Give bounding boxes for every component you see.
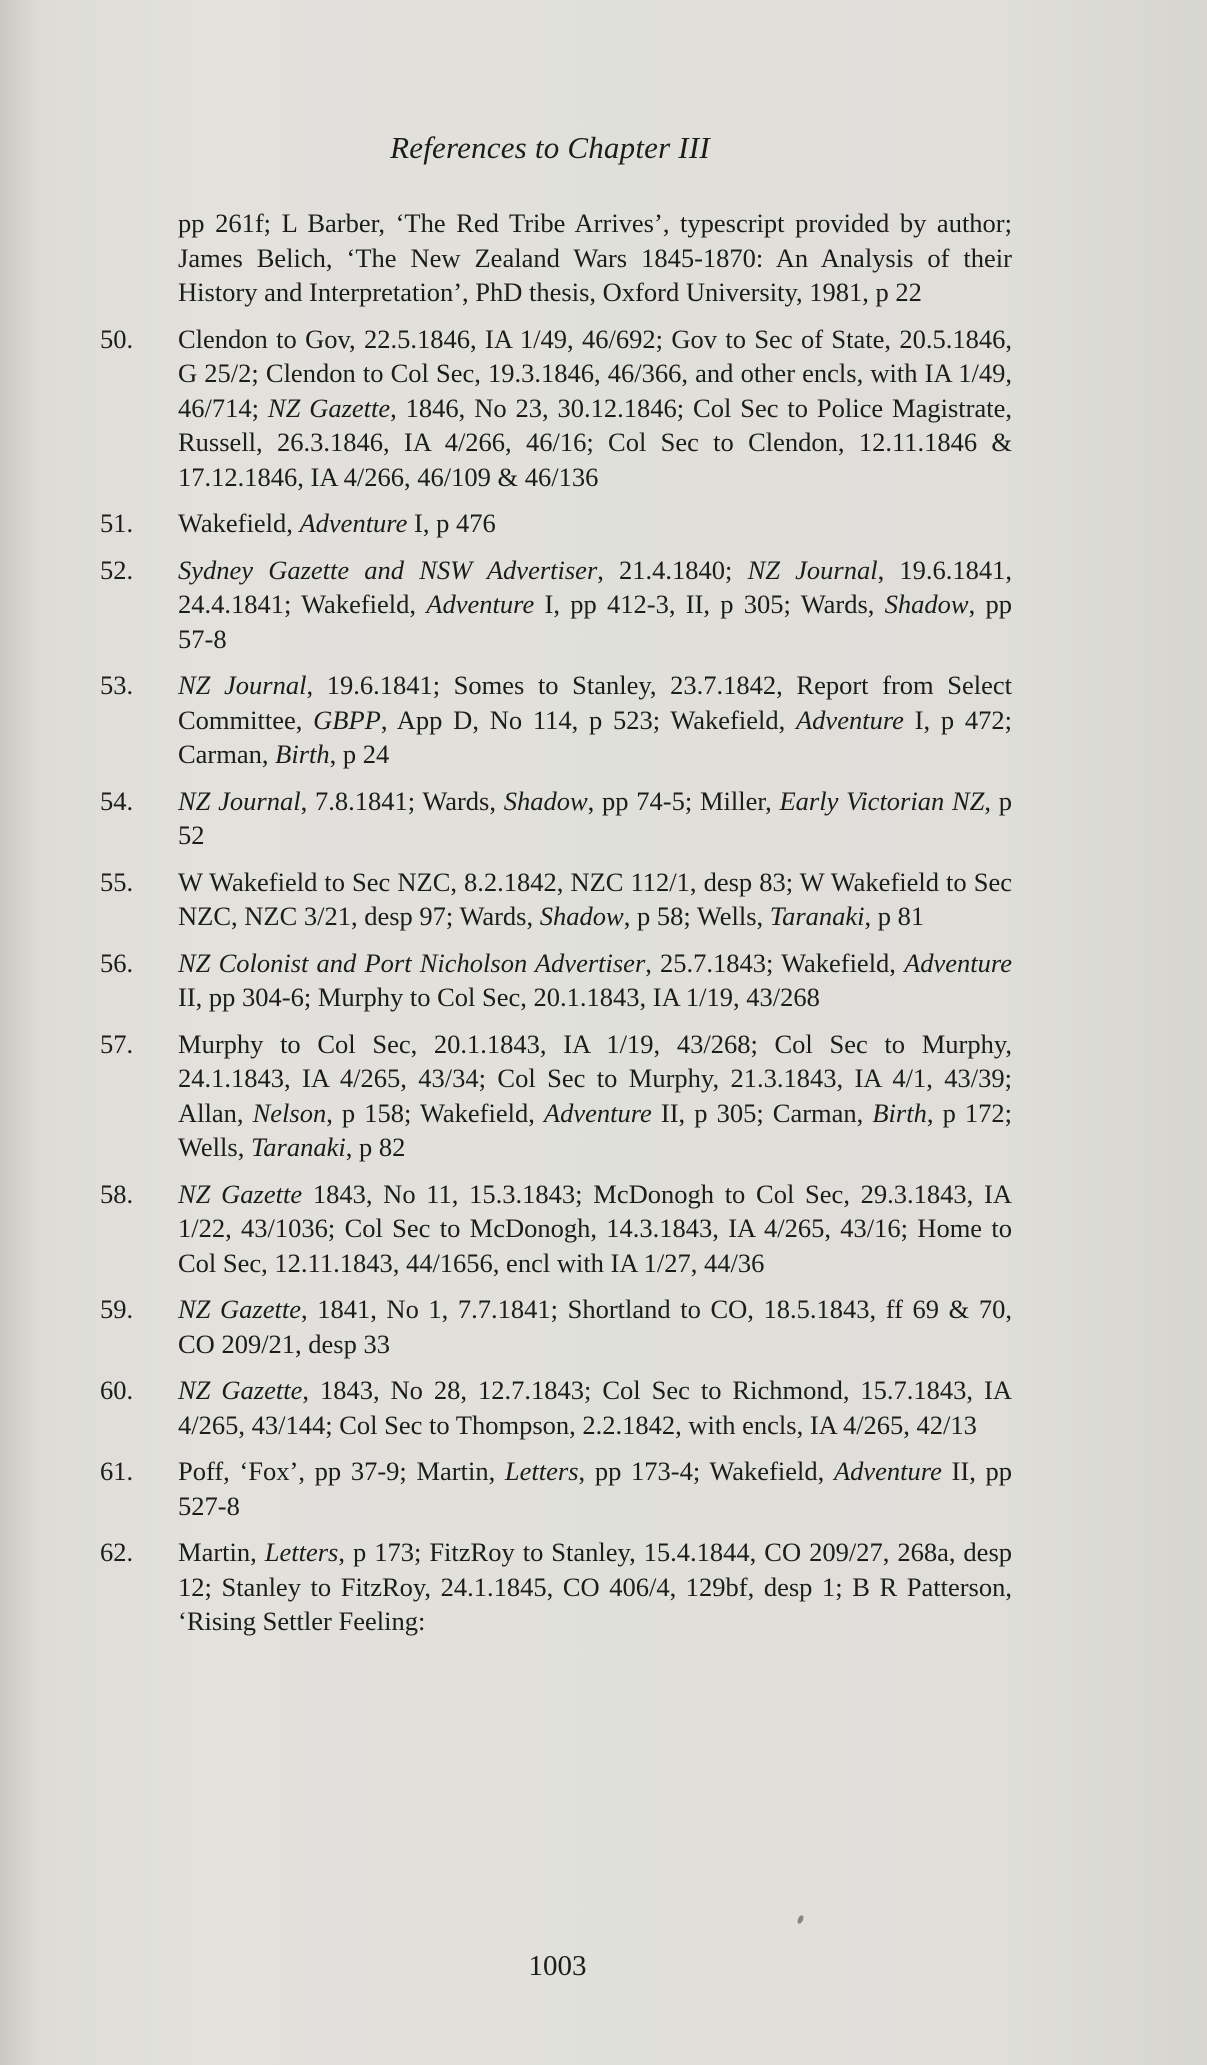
endnote bbox=[100, 1177, 1012, 1281]
italic-title: Nelson bbox=[252, 1097, 327, 1128]
italic-title: Adventure bbox=[426, 589, 535, 619]
endnote-number: 54. bbox=[100, 785, 134, 816]
endnote bbox=[100, 1454, 1012, 1523]
text-run: I, pp 412-3, II, p 305; Wards, bbox=[534, 589, 885, 619]
text-run: Murphy to Col Sec, 20.1.1843, IA 1/19, 43/268; Col Sec to Murphy, 24.1.1843, IA 4/265, 43/34; Col Sec to Murphy, 21.3.1843, IA 4/1, 43/39; Allan, bbox=[178, 1028, 1012, 1128]
endnote-text bbox=[178, 1179, 1012, 1278]
endnote bbox=[100, 1292, 1012, 1361]
endnote bbox=[100, 553, 1012, 657]
italic-title: NZ Gazette bbox=[178, 1375, 303, 1405]
text-run: , 1843, No 28, 12.7.1843; Col Sec to Richmond, 15.7.1843, IA 4/265, 43/144; Col Sec to Thompson, 2.2.1842, with encls, IA 4/265, 42/13 bbox=[178, 1375, 1012, 1440]
italic-title: Adventure bbox=[796, 704, 904, 735]
endnote bbox=[100, 1027, 1012, 1165]
endnote-text bbox=[178, 555, 1012, 654]
italic-title: Adventure bbox=[904, 947, 1013, 978]
endnote-text bbox=[178, 324, 1012, 492]
endnote bbox=[100, 865, 1012, 934]
endnote-text bbox=[178, 786, 1012, 851]
page-number: 1003 bbox=[528, 1950, 587, 1982]
endnote bbox=[100, 322, 1012, 495]
italic-title: NZ Gazette bbox=[178, 1294, 301, 1324]
italic-title: GBPP bbox=[313, 704, 381, 735]
italic-title: Birth bbox=[275, 739, 330, 769]
endnote bbox=[100, 668, 1012, 772]
text-run: , p 173; FitzRoy to Stanley, 15.4.1844, CO 209/27, 268a, desp 12; Stanley to FitzRoy, 24.1.1845, CO 406/4, 129bf, desp 1; B R Patterson, ‘Rising Settler Feeling: bbox=[178, 1537, 1013, 1636]
endnote-text bbox=[178, 670, 1012, 769]
endnote-text bbox=[178, 948, 1012, 1013]
italic-title: Adventure bbox=[543, 1097, 652, 1128]
paper-speck bbox=[796, 1914, 804, 1924]
text-run: Poff, ‘Fox’, pp 37-9; Martin, bbox=[178, 1456, 505, 1486]
italic-title: NZ Gazette bbox=[267, 392, 391, 423]
text-run: , 19.6.1841, 24.4.1841; Wakefield, bbox=[178, 554, 1012, 619]
text-run: , p 58; Wells, bbox=[623, 901, 770, 931]
endnote-text bbox=[178, 1029, 1012, 1163]
endnote-number: 51. bbox=[100, 508, 134, 538]
text-run: , pp 173-4; Wakefield, bbox=[578, 1456, 834, 1486]
endnote-text bbox=[178, 867, 1012, 932]
endnote-text bbox=[178, 1537, 1012, 1636]
text-run: , p 52 bbox=[178, 785, 1013, 850]
italic-title: Sydney Gazette and NSW Advertiser bbox=[178, 554, 598, 585]
text-run: , p 172; Wells, bbox=[178, 1097, 1013, 1162]
note-continuation: pp 261f; L Barber, ‘The Red Tribe Arrives’, typescript provided by author; James Belich, ‘The New Zealand Wars 1845-1870: An Analysis of their History and Interpretation’, PhD thesis, Oxford University, 1981, p 22 bbox=[178, 208, 1012, 307]
running-head: References to Chapter III bbox=[390, 130, 710, 165]
text-run: Wakefield, bbox=[178, 508, 300, 538]
endnote-number: 61. bbox=[100, 1456, 134, 1486]
italic-title: Taranaki bbox=[769, 901, 865, 931]
endnote-number: 62. bbox=[100, 1537, 134, 1567]
endnote-number: 59. bbox=[100, 1294, 134, 1324]
endnote-number: 52. bbox=[100, 554, 134, 585]
text-run: , 1846, No 23, 30.12.1846; Col Sec to Police Magistrate, Russell, 26.3.1846, IA 4/266, 46/16; Col Sec to Clendon, 12.11.1846 & 17.12.1846, IA 4/266, 46/109 & 46/136 bbox=[178, 392, 1012, 492]
italic-title: Taranaki bbox=[250, 1132, 346, 1162]
endnote-number: 53. bbox=[100, 670, 134, 700]
italic-title: NZ Gazette bbox=[178, 1178, 303, 1209]
italic-title: NZ Journal bbox=[178, 670, 307, 700]
text-run: W Wakefield to Sec NZC, 8.2.1842, NZC 112/1, desp 83; W Wakefield to Sec NZC, NZC 3/21, desp 97; Wards, bbox=[178, 866, 1012, 931]
italic-title: NZ Journal bbox=[747, 554, 878, 585]
text-run: , p 82 bbox=[345, 1132, 406, 1162]
endnote-number: 56. bbox=[100, 947, 134, 978]
text-run: , 21.4.1840; bbox=[597, 554, 748, 585]
italic-title: Early Victorian NZ bbox=[779, 785, 985, 816]
text-run: , 19.6.1841; Somes to Stanley, 23.7.1842, Report from Select Committee, bbox=[178, 670, 1012, 735]
endnote-text bbox=[178, 1375, 1012, 1440]
endnote-number: 58. bbox=[100, 1178, 134, 1209]
endnote bbox=[100, 506, 1012, 541]
text-run: II, pp 304-6; Murphy to Col Sec, 20.1.1843, IA 1/19, 43/268 bbox=[178, 982, 820, 1012]
endnote bbox=[100, 784, 1012, 853]
italic-title: NZ Colonist and Port Nicholson Advertiser bbox=[178, 947, 646, 978]
text-run: Clendon to Gov, 22.5.1846, IA 1/49, 46/692; Gov to Sec of State, 20.5.1846, G 25/2; Clendon to Col Sec, 19.3.1846, 46/366, and other encls, with IA 1/49, 46/714; bbox=[178, 323, 1012, 423]
endnote bbox=[100, 1373, 1012, 1442]
endnote-text bbox=[178, 1456, 1012, 1521]
text-run: II, pp 527-8 bbox=[178, 1456, 1013, 1521]
italic-title: Shadow bbox=[539, 901, 624, 931]
italic-title: Letters bbox=[264, 1537, 339, 1567]
text-run: , pp 74-5; Miller, bbox=[587, 785, 780, 816]
text-run: , App D, No 114, p 523; Wakefield, bbox=[380, 704, 796, 735]
endnote-number: 57. bbox=[100, 1028, 134, 1059]
italic-title: Shadow bbox=[884, 589, 969, 619]
italic-title: NZ Journal bbox=[178, 785, 301, 816]
endnote-text bbox=[178, 1294, 1012, 1359]
text-run: , p 81 bbox=[864, 901, 925, 931]
text-run: , p 24 bbox=[329, 739, 390, 769]
text-run: II, p 305; Carman, bbox=[651, 1097, 873, 1128]
italic-title: Birth bbox=[872, 1097, 927, 1128]
text-run: I, p 472; Carman, bbox=[178, 704, 1013, 769]
endnote-text bbox=[178, 508, 496, 538]
italic-title: Shadow bbox=[503, 785, 588, 816]
text-run: , 1841, No 1, 7.7.1841; Shortland to CO, 18.5.1843, ff 69 & 70, CO 209/21, desp 33 bbox=[178, 1294, 1012, 1359]
text-run: , p 158; Wakefield, bbox=[326, 1097, 544, 1128]
endnote bbox=[100, 946, 1012, 1015]
text-run: Martin, bbox=[178, 1537, 265, 1567]
italic-title: Adventure bbox=[833, 1456, 942, 1486]
text-run: I, p 476 bbox=[407, 508, 496, 538]
text-run: , 7.8.1841; Wards, bbox=[300, 785, 504, 816]
endnote-number: 50. bbox=[100, 323, 134, 354]
endnote-number: 60. bbox=[100, 1375, 134, 1405]
italic-title: Letters bbox=[504, 1456, 579, 1486]
notes-container bbox=[100, 322, 1012, 1639]
italic-title: Adventure bbox=[299, 508, 408, 538]
endnote bbox=[100, 1535, 1012, 1639]
endnotes-list bbox=[100, 206, 1012, 1651]
text-run: 1843, No 11, 15.3.1843; McDonogh to Col Sec, 29.3.1843, IA 1/22, 43/1036; Col Sec to McDonogh, 14.3.1843, IA 4/265, 43/16; Home to Col Sec, 12.11.1843, 44/1656, encl with IA 1/27, 44/36 bbox=[178, 1178, 1012, 1278]
text-run: , 25.7.1843; Wakefield, bbox=[645, 947, 905, 978]
text-run: , pp 57-8 bbox=[178, 589, 1013, 654]
endnote-number: 55. bbox=[100, 866, 134, 897]
